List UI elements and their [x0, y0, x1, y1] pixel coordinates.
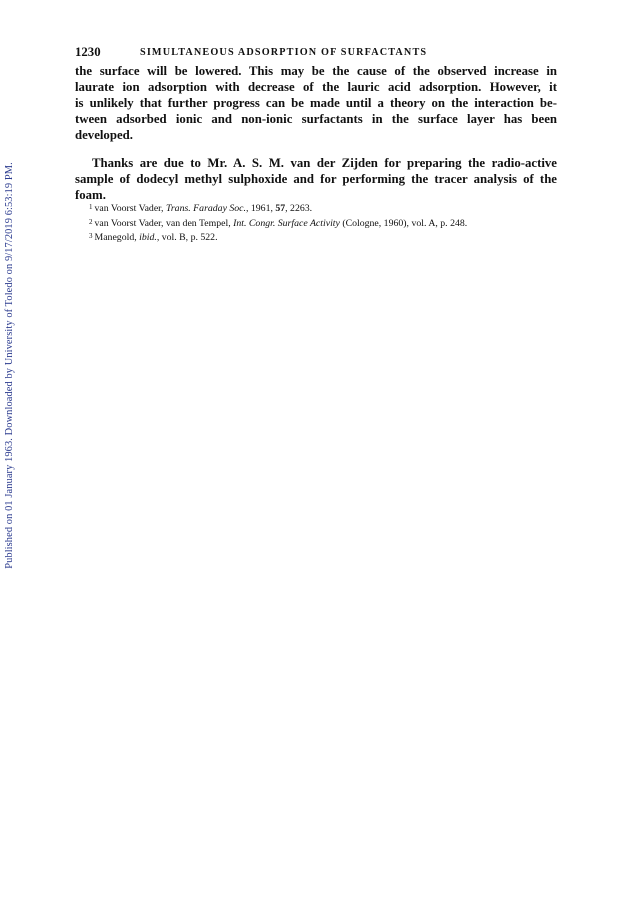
- download-watermark: [2, 130, 16, 600]
- paragraph-acknowledgement: [75, 155, 557, 203]
- references-list: [89, 201, 559, 245]
- text-line: developed.: [75, 128, 133, 142]
- text-line: foam.: [75, 188, 106, 202]
- reference-year: , 1961,: [245, 203, 276, 214]
- text-line: tween adsorbed ionic and non-ionic surfactants in the surface layer has been: [75, 112, 557, 126]
- reference-item: [89, 216, 559, 231]
- reference-item: [89, 201, 559, 216]
- reference-authors: van Voorst Vader,: [94, 203, 166, 214]
- paragraph-continuation: [75, 63, 557, 143]
- reference-details: , vol. B, p. 522.: [156, 232, 218, 243]
- page-number: 1230: [75, 45, 101, 59]
- reference-item: [89, 230, 559, 245]
- reference-authors: van Voorst Vader, van den Tempel,: [94, 217, 234, 229]
- reference-journal: ibid.: [139, 232, 157, 243]
- text-line: laurate ion adsorption with decrease of the lauric acid adsorption. However, it: [75, 80, 557, 94]
- running-title: SIMULTANEOUS ADSORPTION OF SURFACTANTS: [140, 47, 428, 58]
- reference-authors: Manegold,: [94, 232, 140, 243]
- download-watermark-text: Published on 01 January 1963. Downloaded by University of Toledo on 9/17/2019 6:53:19 PM.: [3, 161, 15, 569]
- text-line: sample of dodecyl methyl sulphoxide and for performing the tracer analysis of the: [75, 172, 557, 186]
- reference-journal: Trans. Faraday Soc.: [165, 203, 246, 214]
- text-line: is unlikely that further progress can be made until a theory on the interaction be-: [75, 96, 557, 110]
- reference-journal: Int. Congr. Surface Activity: [233, 217, 340, 229]
- reference-pages: , 2263.: [285, 203, 313, 214]
- reference-number: 3: [89, 232, 93, 240]
- text-line: the surface will be lowered. This may be the cause of the observed increase in: [75, 64, 557, 78]
- reference-number: 2: [89, 217, 93, 226]
- reference-details: (Cologne, 1960), vol. A, p. 248.: [339, 217, 468, 229]
- reference-number: 1: [89, 203, 93, 211]
- reference-volume: 57: [275, 203, 286, 214]
- text-line: Thanks are due to Mr. A. S. M. van der Zijden for preparing the radio-active: [92, 156, 557, 170]
